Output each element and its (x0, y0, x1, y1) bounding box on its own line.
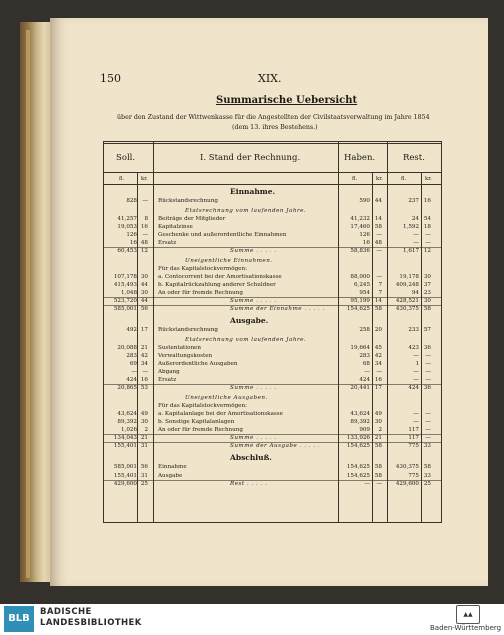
rest-fl-value: 409,248 (395, 282, 419, 288)
soll-fl-value: 283 (126, 353, 137, 359)
haben-kr-value: 58 (374, 224, 382, 230)
haben-fl-value: 16 (362, 240, 370, 246)
haben-kr-value: 58 (374, 473, 382, 479)
haben-kr-value: — (376, 248, 382, 254)
haben-kr-value: 49 (374, 411, 382, 417)
rest-kr-value: — (425, 353, 431, 359)
rest-kr-value: — (425, 232, 431, 238)
haben-fl-value: 133,926 (346, 435, 370, 441)
soll-fl-value: 828 (126, 198, 137, 204)
rest-kr-value: 36 (423, 385, 431, 391)
soll-fl-value: 20,088 (117, 345, 137, 351)
soll-kr-value: 8 (144, 216, 148, 222)
row-label: Sustentationen (158, 345, 201, 351)
haben-fl-value: 909 (359, 427, 370, 433)
sum-label: Rest . . . . . (230, 481, 268, 487)
rest-fl-value: — (413, 232, 419, 238)
soll-fl-value: 155,401 (113, 443, 137, 449)
unit-haben-fl: fl. (352, 176, 358, 182)
library-name-line1: BADISCHE (40, 607, 92, 617)
haben-kr-value: 34 (374, 361, 382, 367)
leader-dots: . . . . . (244, 481, 268, 487)
rest-kr-value: — (425, 377, 431, 383)
page-subtitle: über den Zustand der Wittwenkasse für die Angestellten der Civilstaatsverwaltung im Jahre 1854 (117, 114, 430, 121)
soll-fl-value: 415,493 (113, 282, 137, 288)
library-name (40, 607, 142, 629)
leader-dots: . . . . . (253, 385, 277, 391)
rest-fl-value: 775 (408, 443, 419, 449)
haben-kr-value: 44 (374, 198, 382, 204)
rest-fl-value: — (413, 419, 419, 425)
haben-fl-value: 590 (359, 198, 370, 204)
haben-fl-value: 954 (359, 290, 370, 296)
haben-kr-value: 7 (378, 282, 382, 288)
soll-kr-value: 30 (140, 274, 148, 280)
soll-kr-value: 30 (140, 290, 148, 296)
soll-kr-value: — (142, 198, 148, 204)
rest-kr-value: 37 (423, 282, 431, 288)
sum-rule (103, 247, 441, 248)
soll-kr-value: 44 (140, 282, 148, 288)
sum-label: Summe . . . . . (230, 248, 277, 254)
soll-fl-value: 492 (126, 327, 137, 333)
sum-label: Summe der Einnahme . . . . . (230, 306, 325, 312)
subsection-heading: Uneigentliche Einnahmen. (185, 258, 273, 264)
subsection-heading: Uneigentliche Ausgaben. (185, 395, 268, 401)
haben-kr-value: 45 (374, 345, 382, 351)
soll-kr-value: 17 (140, 327, 148, 333)
row-label: Ausgabe (158, 473, 183, 479)
sum-label: Summe . . . . . (230, 298, 277, 304)
haben-kr-value: 17 (374, 385, 382, 391)
unit-haben-kr: kr. (376, 176, 383, 182)
soll-kr-value: 49 (140, 411, 148, 417)
soll-fl-value: 523,720 (113, 298, 137, 304)
soll-kr-value: 30 (140, 419, 148, 425)
sum-rule (103, 434, 441, 435)
soll-kr-value: 31 (140, 443, 148, 449)
haben-kr-value: 16 (374, 377, 382, 383)
rest-kr-value: 33 (423, 443, 431, 449)
soll-kr-value: 25 (140, 481, 148, 487)
rest-fl-value: 1,617 (402, 248, 419, 254)
row-label: a. Contocorrent bei der Amortisationskasse (158, 274, 282, 280)
rest-fl-value: 233 (408, 327, 419, 333)
row-label: Geschenke und außerordentliche Einnahmen (158, 232, 287, 238)
row-label: Für das Kapitalstockvermögen: (158, 403, 247, 409)
haben-fl-value: 41,232 (350, 216, 370, 222)
rest-fl-value: 1 (415, 361, 419, 367)
rest-fl-value: — (413, 369, 419, 375)
state-crest-icon: ▲▲ (456, 605, 480, 624)
page-title: Summarische Uebersicht (216, 95, 358, 106)
haben-fl-value: 283 (359, 353, 370, 359)
haben-fl-value: — (364, 369, 370, 375)
rest-kr-value: — (425, 411, 431, 417)
soll-fl-value: 107,178 (113, 274, 137, 280)
soll-kr-value: 31 (140, 473, 148, 479)
soll-fl-value: 1,048 (120, 290, 137, 296)
header-rest: Rest. (403, 153, 425, 163)
haben-fl-value: 68 (362, 361, 370, 367)
library-name-line2: LANDESBIBLIOTHEK (40, 618, 142, 628)
soll-kr-value: 12 (140, 248, 148, 254)
row-label: Für das Kapitalstockvermögen: (158, 266, 247, 272)
rest-kr-value: 58 (423, 306, 431, 312)
soll-fl-value: 155,401 (113, 473, 137, 479)
soll-fl-value: 429,600 (113, 481, 137, 487)
haben-kr-value: 58 (374, 464, 382, 470)
rest-kr-value: 57 (423, 327, 431, 333)
soll-fl-value: 134,043 (113, 435, 137, 441)
soll-fl-value: 19,053 (117, 224, 137, 230)
haben-kr-value: 48 (374, 240, 382, 246)
sum-rule (103, 305, 441, 306)
haben-fl-value: 258 (359, 327, 370, 333)
rest-fl-value: 117 (408, 427, 419, 433)
soll-kr-value: 16 (140, 377, 148, 383)
haben-kr-value: 14 (374, 298, 382, 304)
row-label: Verwaltungskosten (158, 353, 213, 359)
haben-fl-value: 89,392 (350, 419, 370, 425)
rest-kr-value: 12 (423, 248, 431, 254)
header-stand: I. Stand der Rechnung. (200, 153, 301, 163)
row-label: Kapitalzinse (158, 224, 193, 230)
rest-fl-value: — (413, 240, 419, 246)
section-heading: Einnahme. (230, 187, 276, 196)
soll-kr-value: 21 (140, 435, 148, 441)
sum-rule (103, 442, 441, 443)
rest-kr-value: — (425, 419, 431, 425)
rest-fl-value: 24 (411, 216, 419, 222)
soll-fl-value: 60,453 (117, 248, 137, 254)
soll-fl-value: 16 (129, 240, 137, 246)
rest-kr-value: 36 (423, 345, 431, 351)
sum-label: Summe . . . . . (230, 435, 277, 441)
row-label: Ersatz (158, 240, 177, 246)
soll-fl-value: — (131, 369, 137, 375)
haben-kr-value: 21 (374, 435, 382, 441)
soll-fl-value: 1,026 (120, 427, 137, 433)
soll-kr-value: 56 (140, 306, 148, 312)
haben-fl-value: 154,625 (346, 443, 370, 449)
soll-fl-value: 43,624 (117, 411, 137, 417)
haben-fl-value: — (364, 481, 370, 487)
rest-fl-value: 775 (408, 473, 419, 479)
row-label: Beiträge der Mitglieder (158, 216, 226, 222)
soll-kr-value: 42 (140, 353, 148, 359)
haben-kr-value: 58 (374, 306, 382, 312)
soll-kr-value: 44 (140, 298, 148, 304)
soll-kr-value: 56 (140, 464, 148, 470)
haben-fl-value: 154,625 (346, 464, 370, 470)
soll-kr-value: 2 (144, 427, 148, 433)
row-label: a. Kapitalanlage bei der Amortisationskasse (158, 411, 283, 417)
row-label: Ersatz (158, 377, 177, 383)
soll-fl-value: 126 (126, 232, 137, 238)
row-label: Rückstandsrechnung (158, 327, 218, 333)
unit-rest-kr: kr. (425, 176, 432, 182)
haben-fl-value: 58,836 (350, 248, 370, 254)
haben-fl-value: 6,245 (353, 282, 370, 288)
haben-fl-value: 126 (359, 232, 370, 238)
rest-fl-value: — (413, 377, 419, 383)
rest-kr-value: — (425, 369, 431, 375)
soll-kr-value: 34 (140, 361, 148, 367)
unit-rest-fl: fl. (401, 176, 407, 182)
rest-kr-value: — (425, 435, 431, 441)
sum-rule (103, 297, 441, 298)
haben-kr-value: 14 (374, 216, 382, 222)
leader-dots: . . . . . (253, 248, 277, 254)
rest-kr-value: 23 (423, 290, 431, 296)
rest-kr-value: — (425, 240, 431, 246)
leader-dots: . . . . . (302, 306, 325, 312)
leader-dots: . . . . . (253, 298, 277, 304)
haben-kr-value: 30 (374, 419, 382, 425)
page-subtitle-note: (dem 13. ihres Bestehens.) (232, 124, 318, 131)
soll-fl-value: 89,392 (117, 419, 137, 425)
subsection-heading: Etatsrechnung vom laufenden Jahre. (185, 208, 307, 214)
soll-kr-value: — (142, 369, 148, 375)
haben-kr-value: 2 (378, 427, 382, 433)
unit-soll-fl: fl. (119, 176, 125, 182)
haben-kr-value: — (376, 232, 382, 238)
leader-dots: . . . . . (297, 443, 321, 449)
rest-kr-value: 58 (423, 464, 431, 470)
row-label: An oder für fremde Rechnung (158, 427, 243, 433)
haben-fl-value: 95,199 (350, 298, 370, 304)
section-number: XIX. (258, 72, 282, 85)
row-label: Einnahme (158, 464, 187, 470)
rest-kr-value: 30 (423, 298, 431, 304)
rest-fl-value: 117 (408, 435, 419, 441)
rest-fl-value: 430,375 (395, 306, 419, 312)
row-label: Rückstandsrechnung (158, 198, 218, 204)
unit-soll-kr: kr. (141, 176, 148, 182)
haben-fl-value: 20,441 (350, 385, 370, 391)
rest-fl-value: — (413, 411, 419, 417)
sum-label: Summe der Ausgabe . . . . . (230, 443, 321, 449)
soll-fl-value: 424 (126, 377, 137, 383)
soll-kr-value: 48 (140, 240, 148, 246)
haben-kr-value: 7 (378, 290, 382, 296)
haben-fl-value: 424 (359, 377, 370, 383)
haben-kr-value: 20 (374, 327, 382, 333)
rest-fl-value: — (413, 353, 419, 359)
row-label: Abgang (158, 369, 180, 375)
state-name: Baden-Württemberg (430, 624, 502, 632)
haben-fl-value: 43,624 (350, 411, 370, 417)
haben-kr-value: 42 (374, 353, 382, 359)
rest-kr-value: 33 (423, 473, 431, 479)
haben-kr-value: — (376, 369, 382, 375)
soll-kr-value: 21 (140, 345, 148, 351)
rest-fl-value: 428,521 (395, 298, 419, 304)
haben-fl-value: 154,625 (346, 306, 370, 312)
row-label: Außerordentliche Ausgaben (158, 361, 238, 367)
haben-kr-value: — (376, 274, 382, 280)
haben-fl-value: 17,460 (350, 224, 370, 230)
soll-fl-value: 69 (129, 361, 137, 367)
section-heading: Ausgabe. (230, 316, 269, 325)
rest-fl-value: 429,600 (395, 481, 419, 487)
header-haben: Haben. (344, 153, 376, 163)
rest-kr-value: — (425, 361, 431, 367)
soll-fl-value: 585,001 (113, 306, 137, 312)
haben-kr-value: — (376, 481, 382, 487)
rest-fl-value: 424 (408, 385, 419, 391)
header-soll: Soll. (116, 153, 136, 163)
haben-fl-value: 19,664 (350, 345, 370, 351)
row-label: b. Sonstige Kapitalanlagen (158, 419, 235, 425)
soll-kr-value: — (142, 232, 148, 238)
rest-kr-value: 25 (423, 481, 431, 487)
section-heading: Abschluß. (230, 453, 272, 462)
soll-fl-value: 585,001 (113, 464, 137, 470)
rest-fl-value: 423 (408, 345, 419, 351)
haben-kr-value: 58 (374, 443, 382, 449)
soll-fl-value: 20,865 (117, 385, 137, 391)
rest-kr-value: — (425, 427, 431, 433)
rest-fl-value: 1,592 (402, 224, 419, 230)
rest-fl-value: 19,178 (399, 274, 419, 280)
rest-fl-value: 237 (408, 198, 419, 204)
rest-kr-value: 54 (423, 216, 431, 222)
row-label: An oder für fremde Rechnung (158, 290, 243, 296)
rest-kr-value: 18 (423, 224, 431, 230)
soll-kr-value: 16 (140, 224, 148, 230)
library-badge: BLB (4, 606, 34, 632)
haben-fl-value: 88,000 (350, 274, 370, 280)
page-number: 150 (100, 72, 121, 85)
rest-kr-value: 16 (423, 198, 431, 204)
sum-rule (103, 480, 441, 481)
haben-fl-value: 154,625 (346, 473, 370, 479)
row-label: b. Kapitalrückzahlung anderer Schuldner (158, 282, 276, 288)
soll-fl-value: 41,257 (117, 216, 137, 222)
subsection-heading: Etatsrechnung vom laufenden Jahre. (185, 337, 307, 343)
soll-kr-value: 53 (140, 385, 148, 391)
rest-kr-value: 30 (423, 274, 431, 280)
leader-dots: . . . . . (253, 435, 277, 441)
sum-label: Summe . . . . . (230, 385, 277, 391)
rest-fl-value: 94 (411, 290, 419, 296)
sum-rule (103, 384, 441, 385)
rest-fl-value: 430,375 (395, 464, 419, 470)
